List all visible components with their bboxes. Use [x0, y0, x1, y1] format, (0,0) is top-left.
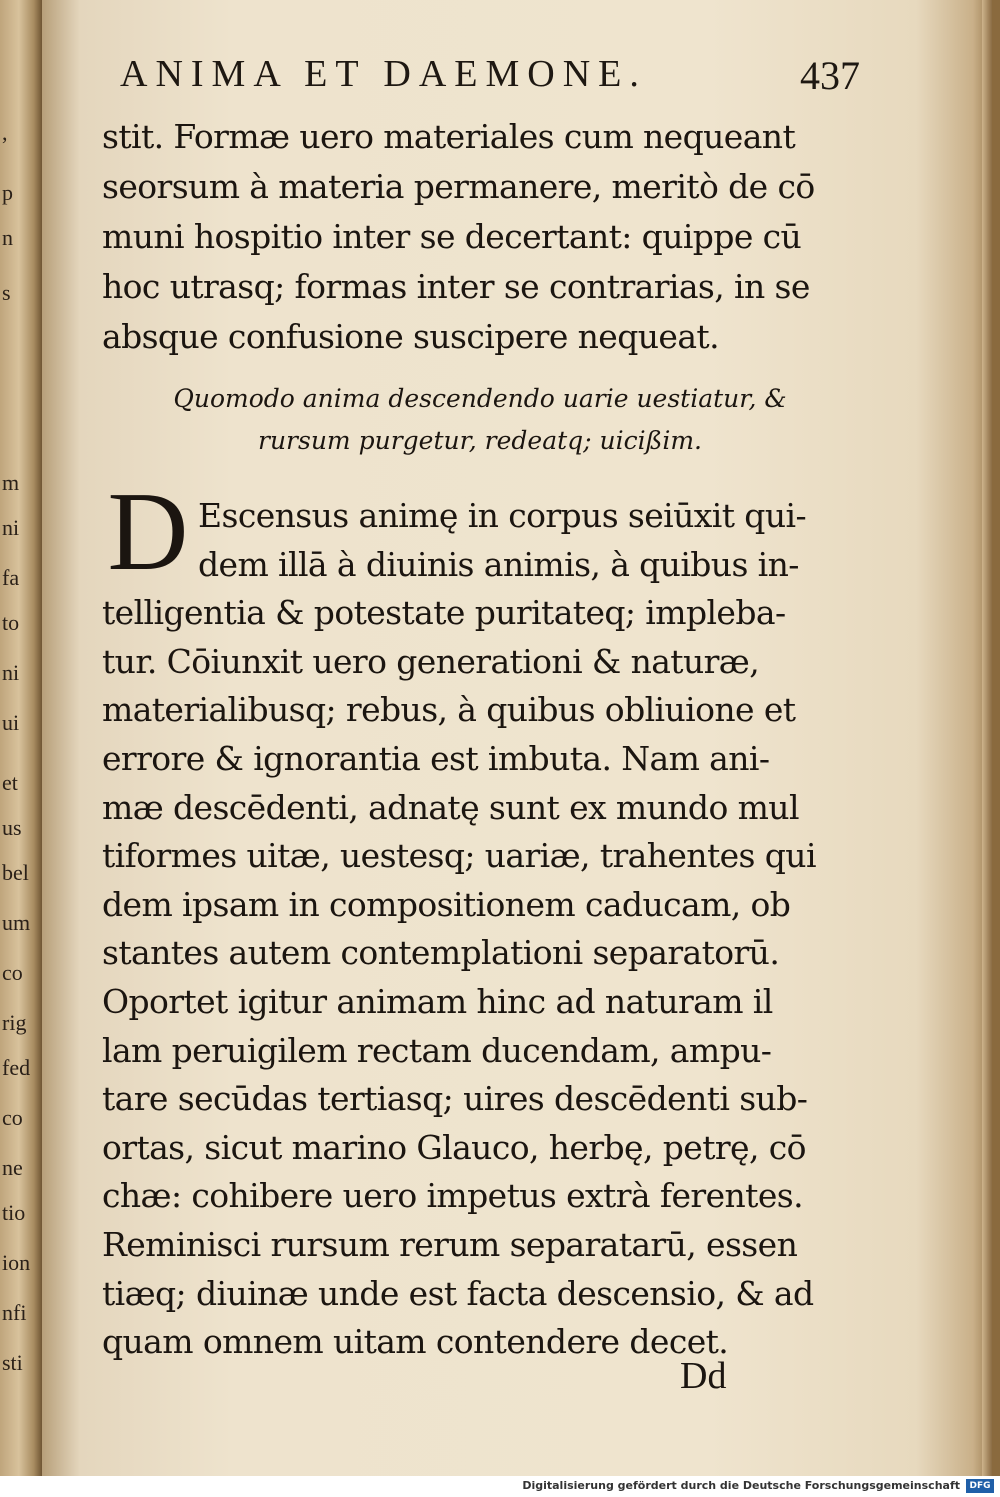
text-line: quam omnem uitam contendere decet.	[102, 1322, 729, 1362]
facing-page-fragment: ni	[2, 515, 20, 540]
facing-page-fragment: sti	[2, 1350, 23, 1375]
funding-credit: Digitalisierung gefördert durch die Deutsche Forschungsgemeinschaft	[522, 1479, 960, 1492]
text-line: errore & ignorantia est imbuta. Nam ani-	[102, 738, 770, 778]
text-line: ortas, sicut marino Glauco, herbę, petrę, cō	[102, 1127, 806, 1167]
text-line: mæ descēdenti, adnatę sunt ex mundo mul	[102, 787, 799, 827]
text-line: hoc utrasq; formas inter se contrarias, in se	[102, 267, 810, 306]
facing-page-fragment: tio	[2, 1200, 26, 1225]
heading-line: rursum purgetur, redeatq; uicißim.	[258, 426, 702, 455]
facing-page-fragment: co	[2, 1105, 23, 1130]
text-line: Oportet igitur animam hinc ad naturam il	[102, 981, 773, 1021]
text-line: lam peruigilem rectam ducendam, ampu-	[102, 1030, 772, 1070]
facing-page-fragment: us	[2, 815, 22, 840]
text-line: absque confusione suscipere nequeat.	[102, 317, 719, 356]
section-heading	[140, 378, 820, 462]
text-line: tiformes uitæ, uestesq; uariæ, trahentes qui	[102, 836, 816, 876]
facing-page-fragment: ui	[2, 710, 20, 735]
facing-page-fragment: to	[2, 610, 20, 635]
catchword: Dd	[680, 1355, 727, 1397]
page-fore-edge	[982, 0, 992, 1476]
facing-page-fragment: ,	[2, 120, 8, 145]
facing-page-edge	[0, 0, 42, 1476]
text-line: stit. Formæ uero materiales cum nequeant	[102, 117, 796, 156]
facing-page-fragment: fa	[2, 565, 20, 590]
text-line: telligentia & potestate puritateq; impleba-	[102, 593, 786, 633]
page-number: 437	[800, 53, 860, 98]
text-line: tare secūdas tertiasq; uires descēdenti sub-	[102, 1079, 808, 1119]
dfg-logo: DFG	[966, 1479, 994, 1493]
text-line: Reminisci rursum rerum separatarū, essen	[102, 1224, 798, 1264]
facing-page-fragment: p	[2, 180, 13, 205]
facing-page-fragment: nfi	[2, 1300, 27, 1325]
text-line: tur. Cōiunxit uero generationi & naturæ,	[102, 641, 760, 681]
facing-page-fragment: co	[2, 960, 23, 985]
digitization-footer	[0, 1476, 1000, 1497]
top-paragraph	[102, 112, 847, 362]
text-line: muni hospitio inter se decertant: quippe cū	[102, 217, 802, 256]
text-line: materialibusq; rebus, à quibus obliuione et	[102, 690, 796, 730]
text-line: dem ipsam in compositionem caducam, ob	[102, 884, 791, 924]
facing-page-fragment: ni	[2, 660, 20, 685]
text-line: chæ: cohibere uero impetus extrà ferentes.	[102, 1176, 803, 1216]
facing-page-fragment: s	[2, 280, 11, 305]
drop-capital: D	[107, 470, 189, 594]
facing-page-fragment: n	[2, 225, 13, 250]
text-line: seorsum à materia permanere, meritò de cō	[102, 167, 815, 206]
text-line: tiæq; diuinæ unde est facta descensio, & ad	[102, 1273, 814, 1313]
running-title: ANIMA ET DAEMONE.	[120, 53, 647, 95]
facing-page-fragment: um	[2, 910, 31, 935]
running-head	[100, 50, 860, 100]
facing-page-fragment: ne	[2, 1155, 23, 1180]
text-line: stantes autem contemplationi separatorū.	[102, 933, 780, 973]
text-line: Escensus animę in corpus seiūxit qui-	[198, 496, 806, 535]
body-paragraph	[102, 492, 847, 1367]
facing-page-fragment: ion	[2, 1250, 31, 1275]
facing-page-fragment: et	[2, 770, 18, 795]
facing-page-fragment: fed	[2, 1055, 31, 1080]
facing-page-fragment: rig	[2, 1010, 27, 1035]
facing-page-fragment: m	[2, 470, 20, 495]
heading-line: Quomodo anima descendendo uarie uestiatur, &	[173, 384, 787, 413]
facing-page-fragment: bel	[2, 860, 29, 885]
text-line: dem illā à diuinis animis, à quibus in-	[198, 544, 799, 584]
